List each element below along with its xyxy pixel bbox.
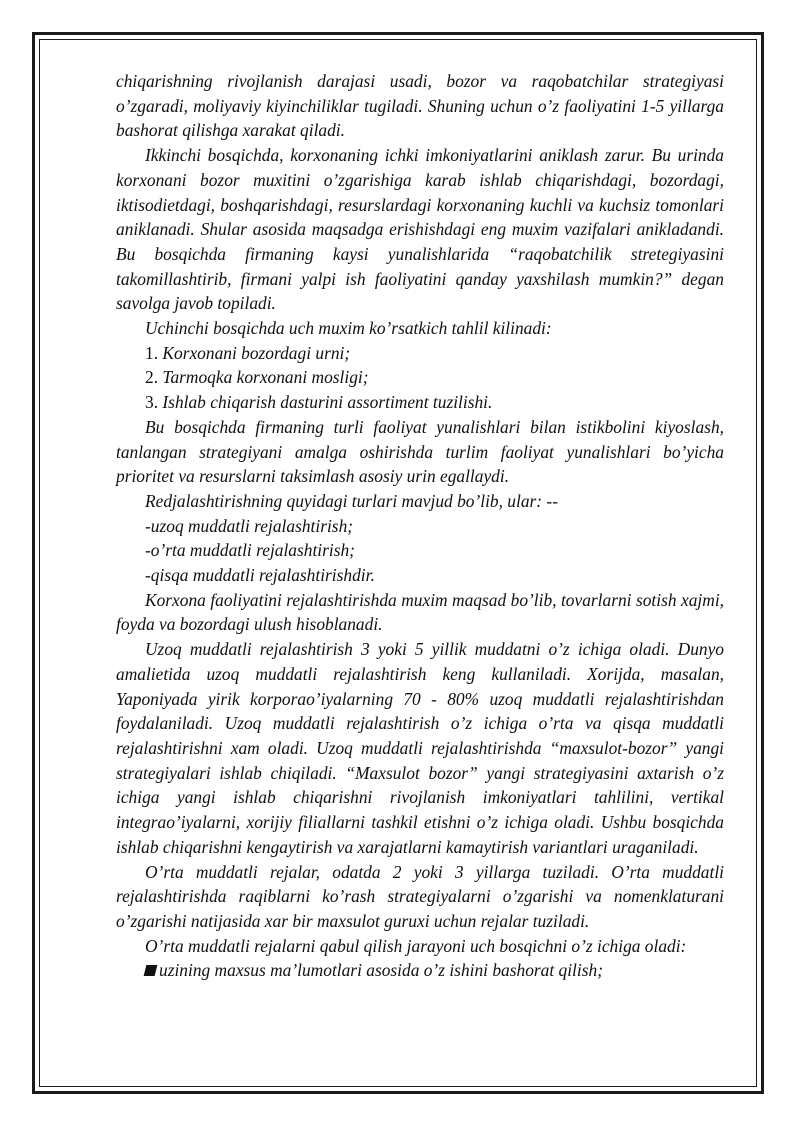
stage3-paragraph: Bu bosqichda firmaning turli faoliyat yunalishlari bilan istikbolini kiyoslash, tanlangan strategiyani amalga oshirishda turlim faoliyat yunalishlari bo’yicha prioritet va resurslarni taksimlash asosiy urin egallaydi. [116, 416, 724, 487]
bullet-item [116, 958, 724, 983]
type-item-long: -uzoq muddatli rejalashtirish; [145, 515, 354, 536]
mid-term-stages-paragraph: O’rta muddatli rejalarni qabul qilish jarayoni uch bosqichni o’z ichiga oladi: [145, 935, 687, 956]
type-item-mid: -o’rta muddatli rejalashtirish; [145, 540, 355, 561]
list-item [116, 390, 724, 415]
list-item-text: Tarmoqka korxonani mosligi; [158, 367, 369, 388]
list-item-number: 2. [145, 367, 159, 388]
bullet-item-text: uzining maxsus ma’lumotlari asosida o’z ishini bashorat qilish; [159, 960, 603, 981]
document-body [116, 69, 724, 983]
stage3-intro: Uchinchi bosqichda uch muxim ko’rsatkich tahlil kilinadi: [145, 318, 552, 339]
list-item-number: 1. [145, 342, 159, 363]
long-term-paragraph: Uzoq muddatli rejalashtirish 3 yoki 5 yillik muddatni o’z ichiga oladi. Dunyo amalietida uzoq muddatli rejalashtirish keng kullaniladi. Xorijda, masalan, Yaponiyada yirik korporao’iyalarning 70 - 80% uzoq muddatli rejalashtirishdan foydalaniladi. Uzoq muddatli rejalashtirish o’z ichiga o’rta va qisqa muddatli rejalashtirishni xam oladi. Uzoq muddatli rejalashtirishda “maxsulot-bozor” yangi strategiyalari ishlab chiqiladi. “Maxsulot bozor” yangi strategiyasini axtarish o’z ichiga yangi ishlab chiqarishni rivojlanish imkoniyatlari tahlilini, vertikal integrao’iyalarni, xorijiy filiallarni tashkil etishni o’z ichiga oladi. Ushbu bosqichda ishlab chiqarishni kengaytirish va xarajatlarni kamaytirish variantlari uraganiladi. [116, 639, 724, 857]
goal-paragraph: Korxona faoliyatini rejalashtirishda muxim maqsad bo’lib, tovarlarni sotish xajmi, foyda va bozordagi ulush hisoblanadi. [116, 589, 724, 635]
type-item-short: -qisqa muddatli rejalashtirishdir. [145, 565, 375, 586]
list-item-text: Ishlab chiqarish dasturini assortiment tuzilishi. [158, 392, 493, 413]
intro-paragraph: chiqarishning rivojlanish darajasi usadi, bozor va raqobatchilar strategiyasi o’zgaradi, moliyaviy kiyinchiliklar tugiladi. Shuning uchun o’z faoliyatini 1-5 yillarga bashorat qilishga xarakat qiladi. [116, 71, 724, 141]
list-item [116, 341, 724, 366]
list-item-text: Korxonani bozordagi urni; [158, 342, 351, 363]
list-item-number: 3. [145, 392, 159, 413]
list-item [116, 365, 724, 390]
square-bullet-icon [144, 965, 158, 976]
stage2-paragraph: Ikkinchi bosqichda, korxonaning ichki imkoniyatlarini aniklash zarur. Bu urinda korxonani bozor muxitini o’zgarishiga karab ishlab chiqarishdagi, bozordagi, iktisodietdagi, boshqarishdagi, resurslardagi korxonaning kuchli va kuchsiz tomonlari aniklanadi. Shular asosida maqsadga erishishdagi eng muxim vazifalari anikladandi. Bu bosqichda firmaning kaysi yunalishlarida “raqobatchilik stretegiyasini takomillashtirib, firmani yalpi ish faoliyatini qanday yaxshilash mumkin?” degan savolga javob topiladi. [116, 145, 724, 314]
types-intro: Redjalashtirishning quyidagi turlari mavjud bo’lib, ular: -- [145, 490, 559, 511]
mid-term-paragraph: O’rta muddatli rejalar, odatda 2 yoki 3 yillarga tuziladi. O’rta muddatli rejalashtirishda raqiblarni ko’rash strategiyalarni o’zgarishi va nomenklaturani o’zgarishi natijasida xar bir maxsulot guruxi uchun rejalar tuziladi. [116, 861, 724, 931]
